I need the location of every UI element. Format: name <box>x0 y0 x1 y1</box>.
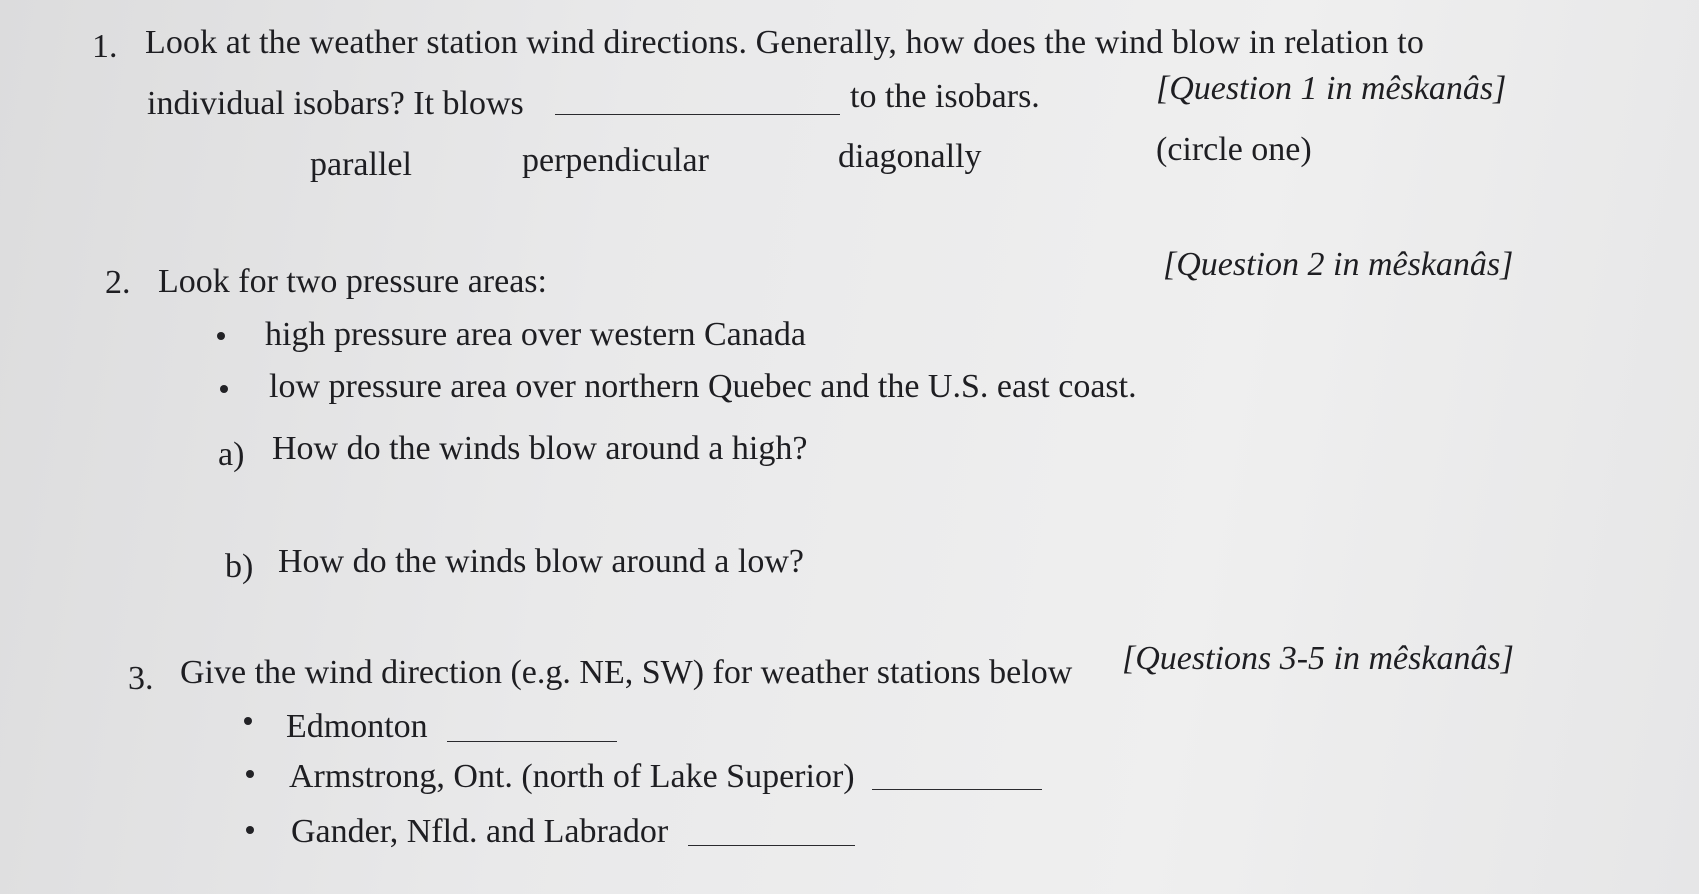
q1-option-diagonally[interactable]: diagonally <box>838 138 982 175</box>
bullet-dot <box>246 826 254 834</box>
q3-number: 3. <box>128 660 154 697</box>
q2b-label: b) <box>225 548 254 585</box>
bullet-dot <box>244 717 252 725</box>
bullet-dot <box>246 770 254 778</box>
q2-bullet-high: high pressure area over western Canada <box>265 316 806 353</box>
q3-station-edmonton: Edmonton <box>286 708 428 745</box>
q1-option-perpendicular[interactable]: perpendicular <box>522 142 709 179</box>
q1-number: 1. <box>92 28 118 65</box>
q2-number: 2. <box>105 264 131 301</box>
q3-prompt: Give the wind direction (e.g. NE, SW) for weather stations below <box>180 654 1073 691</box>
q1-line2-end: to the isobars. <box>850 78 1040 115</box>
bullet-dot <box>220 385 228 393</box>
q1-line1: Look at the weather station wind directions. Generally, how does the wind blow in relation to <box>145 24 1424 61</box>
q3-station-gander: Gander, Nfld. and Labrador <box>291 813 669 850</box>
q2a-question: How do the winds blow around a high? <box>272 430 808 467</box>
q1-instruction: (circle one) <box>1156 131 1312 168</box>
q1-line2-start: individual isobars? It blows <box>147 85 524 122</box>
bullet-dot <box>217 332 225 340</box>
q1-reference: [Question 1 in mêskanâs] <box>1156 70 1507 107</box>
q2a-label: a) <box>218 436 245 473</box>
q3-reference: [Questions 3-5 in mêskanâs] <box>1122 640 1514 677</box>
q2-bullet-low: low pressure area over northern Quebec and the U.S. east coast. <box>269 368 1137 405</box>
q2b-question: How do the winds blow around a low? <box>278 543 804 580</box>
q3-answer-blank-armstrong[interactable] <box>872 789 1042 790</box>
q3-answer-blank-edmonton[interactable] <box>447 741 617 742</box>
q1-option-parallel[interactable]: parallel <box>310 146 412 183</box>
q3-answer-blank-gander[interactable] <box>688 845 855 846</box>
q2-prompt: Look for two pressure areas: <box>158 263 547 300</box>
q1-answer-blank[interactable] <box>555 114 840 115</box>
q2-reference: [Question 2 in mêskanâs] <box>1163 246 1514 283</box>
q3-station-armstrong: Armstrong, Ont. (north of Lake Superior) <box>289 758 855 795</box>
